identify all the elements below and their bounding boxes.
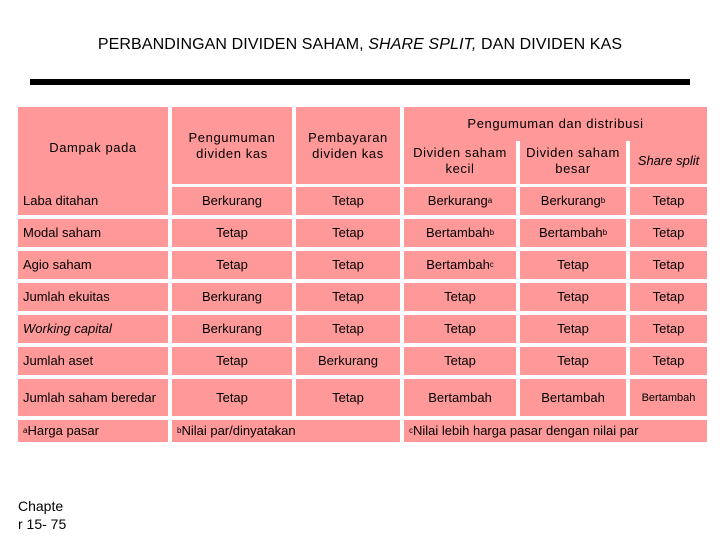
- table-cell: Bertambah b: [404, 219, 516, 247]
- page-title: PERBANDINGAN DIVIDEN SAHAM, SHARE SPLIT, DAN DIVIDEN KAS: [97, 36, 623, 53]
- table-cell: Bertambah: [520, 379, 626, 416]
- header-pembayaran-kas: Pembayaran dividen kas: [296, 107, 400, 184]
- row-label: Laba ditahan: [18, 187, 168, 215]
- row-label: Working capital: [18, 315, 168, 343]
- table-cell: Tetap: [404, 315, 516, 343]
- table-cell: Tetap: [520, 315, 626, 343]
- header-dividen-besar: Dividen saham besar: [520, 137, 626, 184]
- chapter-footer: Chapte r 15- 75: [18, 498, 67, 532]
- table-cell: Tetap: [172, 219, 292, 247]
- table-cell: Tetap: [630, 315, 707, 343]
- table-cell: Bertambah c: [404, 251, 516, 279]
- note-c: c Nilai lebih harga pasar dengan nilai par: [404, 420, 707, 442]
- table-cell: Tetap: [630, 187, 707, 215]
- table-cell: Tetap: [172, 251, 292, 279]
- header-pengumuman-kas: Pengumuman dividen kas: [172, 107, 292, 184]
- row-label: Modal saham: [18, 219, 168, 247]
- row-label: Jumlah saham beredar: [18, 379, 168, 416]
- table-cell: Tetap: [172, 379, 292, 416]
- table-cell: Berkurang a: [404, 187, 516, 215]
- note-b: b Nilai par/dinyatakan: [172, 420, 400, 442]
- row-label: Jumlah aset: [18, 347, 168, 375]
- table-cell: Bertambah: [630, 379, 707, 416]
- table-cell: Tetap: [296, 219, 400, 247]
- table-cell: Berkurang: [172, 187, 292, 215]
- table-cell: Tetap: [404, 347, 516, 375]
- table-cell: Tetap: [296, 379, 400, 416]
- header-dampak: Dampak pada: [18, 107, 168, 189]
- table-cell: Tetap: [520, 283, 626, 311]
- header-group-pengumuman-distribusi: Pengumuman dan distribusi: [404, 107, 707, 141]
- table-cell: Tetap: [296, 251, 400, 279]
- table-cell: Tetap: [630, 251, 707, 279]
- table-cell: Tetap: [296, 187, 400, 215]
- table-cell: Tetap: [296, 283, 400, 311]
- table-cell: Tetap: [630, 219, 707, 247]
- row-label: Jumlah ekuitas: [18, 283, 168, 311]
- table-cell: Tetap: [630, 283, 707, 311]
- table-cell: Bertambah: [404, 379, 516, 416]
- row-label: Agio saham: [18, 251, 168, 279]
- table-cell: Tetap: [172, 347, 292, 375]
- table-cell: Tetap: [630, 347, 707, 375]
- header-share-split: Share split: [630, 137, 707, 184]
- table-cell: Tetap: [520, 347, 626, 375]
- table-cell: Tetap: [404, 283, 516, 311]
- table-cell: Bertambah b: [520, 219, 626, 247]
- table-cell: Berkurang: [172, 283, 292, 311]
- table-cell: Tetap: [520, 251, 626, 279]
- table-cell: Berkurang: [296, 347, 400, 375]
- table-cell: Berkurang: [172, 315, 292, 343]
- table-cell: Berkurang b: [520, 187, 626, 215]
- table-cell: Tetap: [296, 315, 400, 343]
- note-a: a Harga pasar: [18, 420, 168, 442]
- header-dividen-kecil: Dividen saham kecil: [404, 137, 516, 184]
- title-divider: [30, 79, 690, 85]
